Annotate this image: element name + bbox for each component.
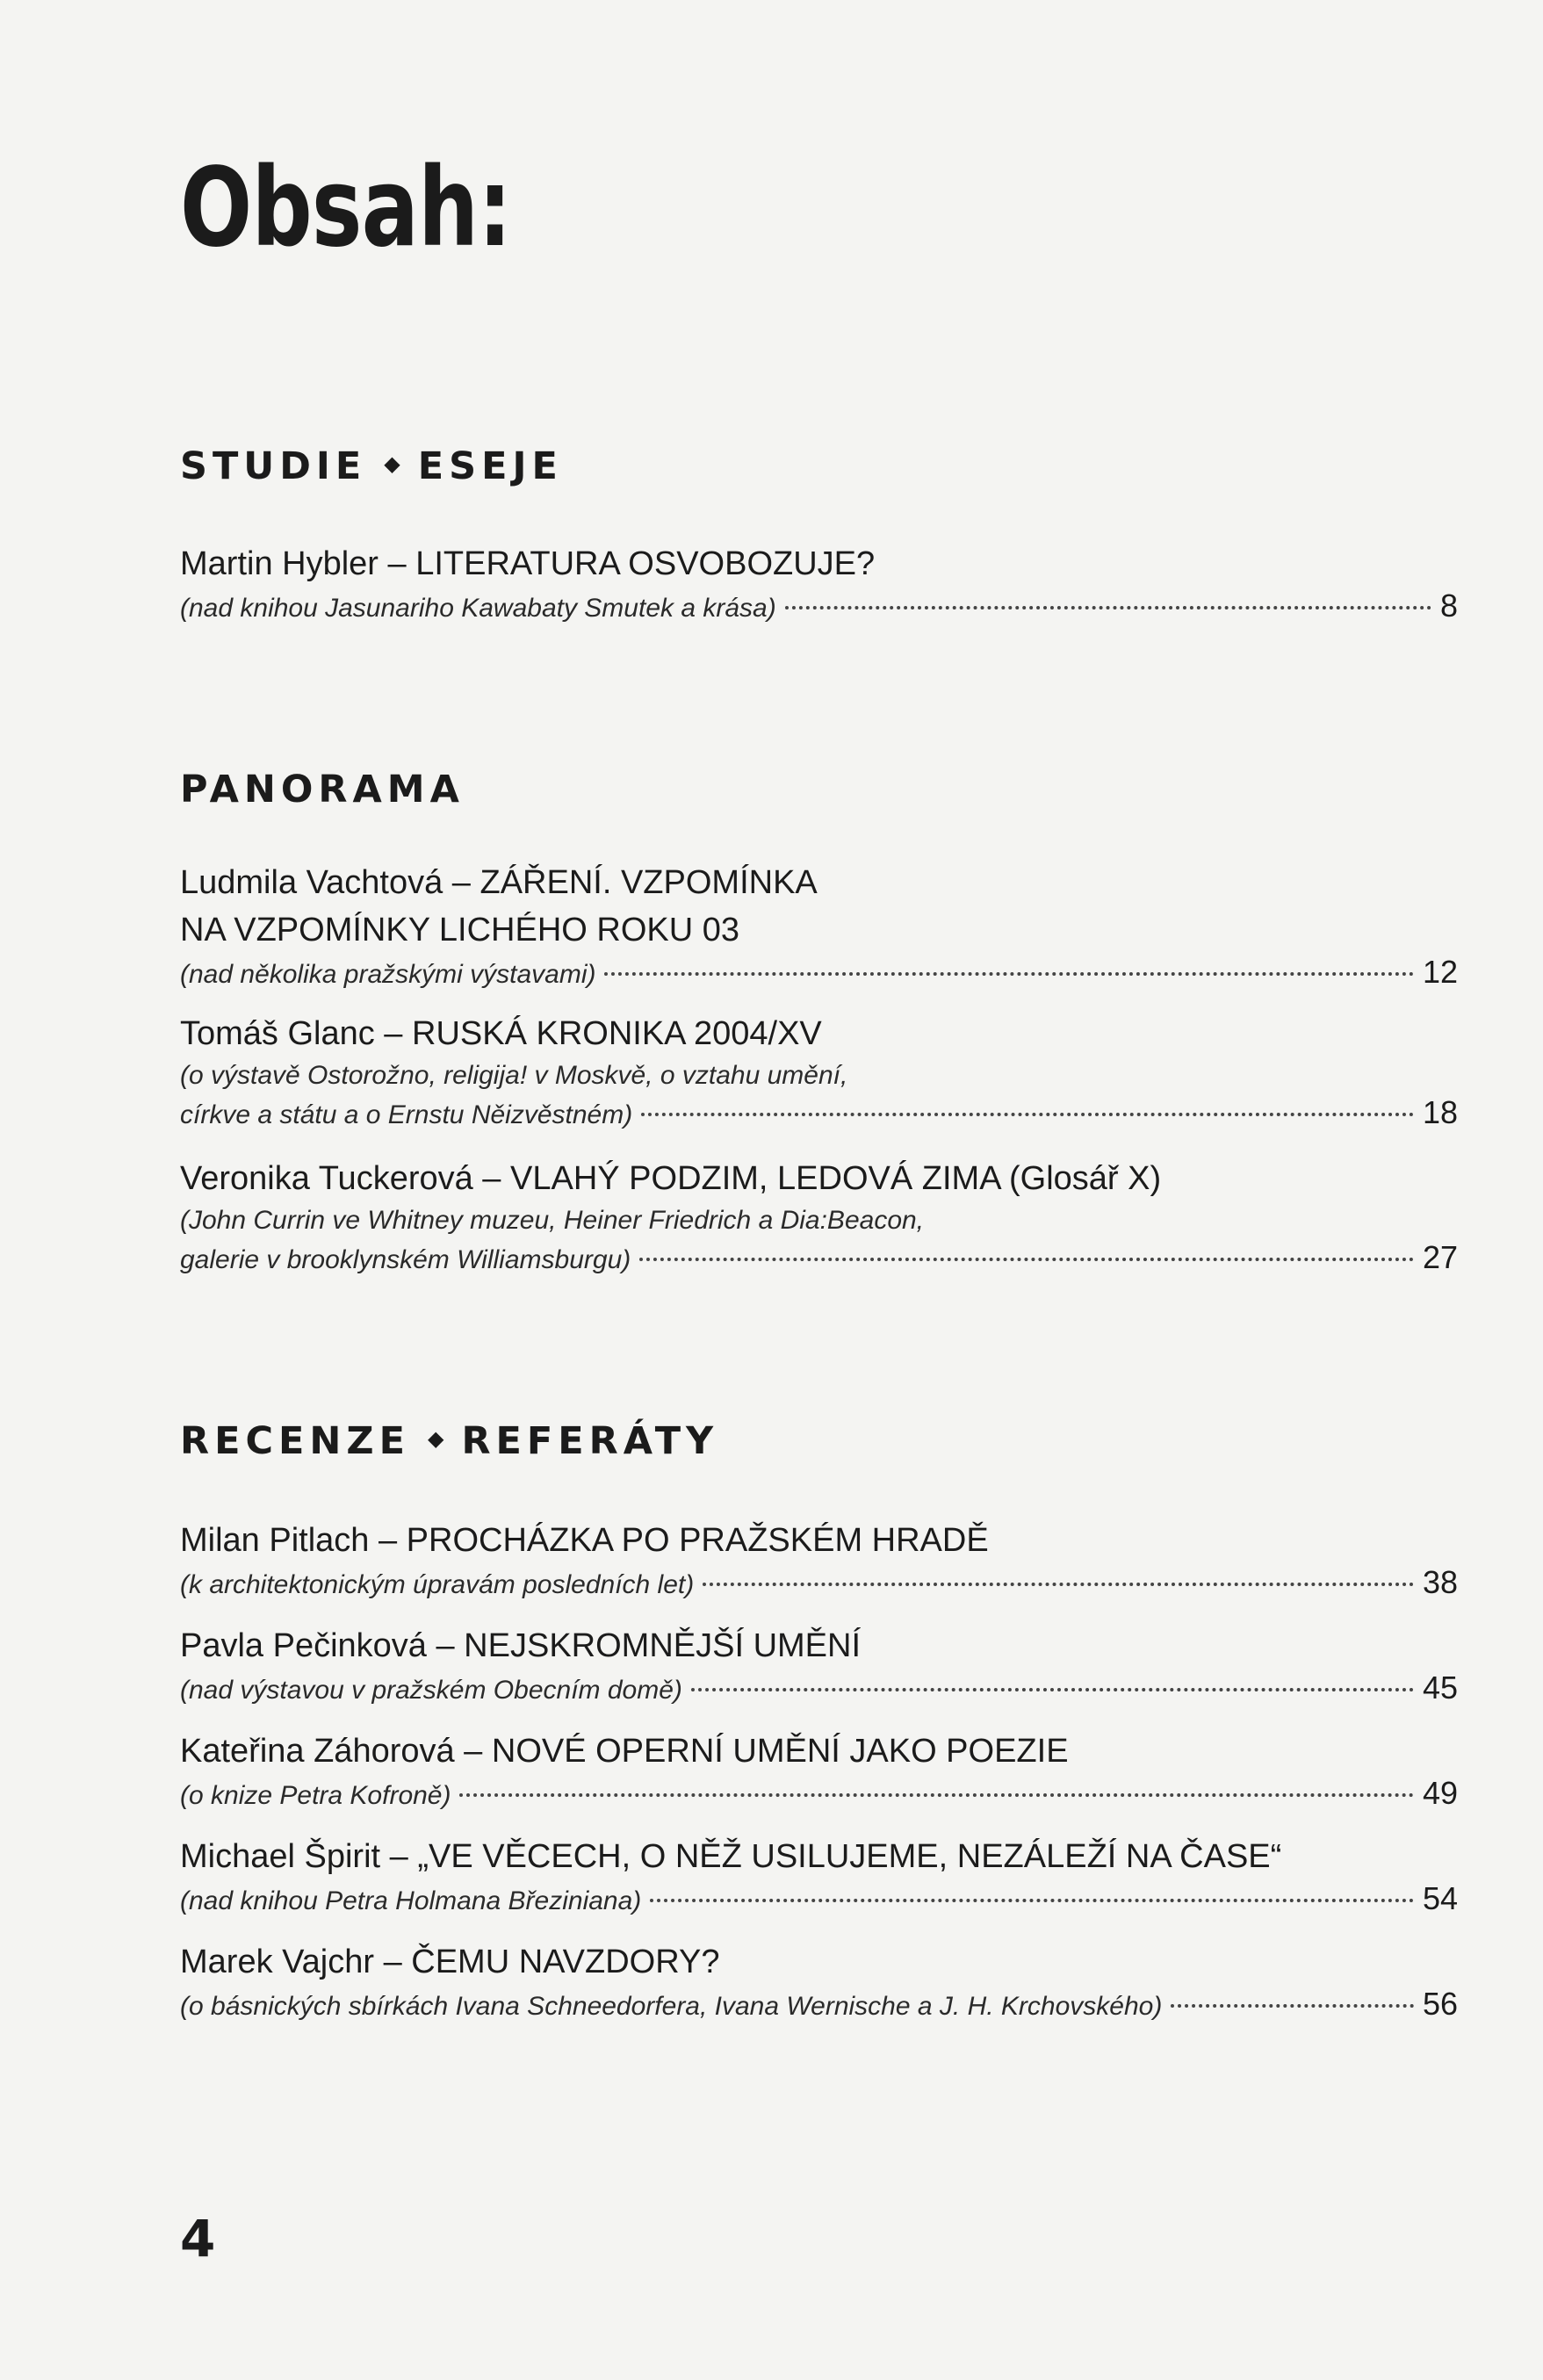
entry-title: Milan Pitlach – PROCHÁZKA PO PRAŽSKÉM HRADĚ — [180, 1522, 989, 1559]
entry-description — [180, 1564, 1458, 1604]
section-heading-recenze-referaty: RECENZE ◆ REFERÁTY — [180, 1419, 719, 1463]
page-number: 54 — [1422, 1880, 1458, 1916]
entry-title: Veronika Tuckerová – VLAHÝ PODZIM, LEDOVÁ ZIMA (Glosář X) — [180, 1160, 1162, 1197]
toc-entry[interactable] — [180, 1155, 1458, 1279]
dot-leader — [459, 1793, 1413, 1797]
section-heading-studie-eseje: STUDIE ◆ ESEJE — [180, 444, 563, 488]
entry-description-line: (k architektonickým úpravám posledních let) — [180, 1570, 695, 1599]
toc-entry[interactable] — [180, 540, 1458, 627]
toc-entry[interactable] — [180, 1938, 1458, 2025]
entry-title: Michael Špirit – „VE VĚCECH, O NĚŽ USILUJEME, NEZÁLEŽÍ NA ČASE“ — [180, 1838, 1282, 1875]
toc-entry[interactable] — [180, 1727, 1458, 1814]
entry-description-line: (nad knihou Petra Holmana Březiniana) — [180, 1886, 642, 1915]
entry-description-line: (John Currin ve Whitney muzeu, Heiner Friedrich a Dia:Beacon, — [180, 1206, 925, 1235]
entry-description — [180, 1202, 1458, 1279]
entry-description — [180, 1880, 1458, 1920]
page-number: 27 — [1422, 1239, 1458, 1275]
toc-entry[interactable] — [180, 1622, 1458, 1709]
entry-description — [180, 1057, 1458, 1134]
section-heading-panorama: PANORAMA — [180, 768, 465, 811]
page-number: 18 — [1422, 1094, 1458, 1130]
toc-entry[interactable] — [180, 1833, 1458, 1920]
entry-title: Marek Vajchr – ČEMU NAVZDORY? — [180, 1944, 720, 1980]
entry-description-line: (nad knihou Jasunariho Kawabaty Smutek a krása) — [180, 594, 776, 623]
entry-description-line: (o výstavě Ostorožno, religija! v Moskvě, o vztahu umění, — [180, 1061, 848, 1090]
diamond-separator-icon: ◆ — [384, 451, 400, 476]
entry-title-line: NA VZPOMÍNKY LICHÉHO ROKU 03 — [180, 912, 740, 948]
dot-leader — [703, 1583, 1414, 1586]
page-number: 56 — [1422, 1986, 1458, 2022]
dot-leader — [641, 1113, 1414, 1116]
dot-leader — [1171, 2004, 1414, 2008]
entry-description-line: (o knize Petra Kofroně) — [180, 1781, 451, 1810]
page-folio-number: 4 — [180, 2209, 216, 2268]
page-number: 8 — [1439, 588, 1458, 624]
entry-description-line: (nad několika pražskými výstavami) — [180, 960, 596, 989]
page-number: 12 — [1422, 954, 1458, 990]
entry-title: Pavla Pečinková – NEJSKROMNĚJŠÍ UMĚNÍ — [180, 1627, 862, 1664]
diamond-separator-icon: ◆ — [427, 1425, 444, 1451]
page-title: Obsah: — [180, 145, 512, 271]
page-number: 38 — [1422, 1564, 1458, 1600]
entry-description — [180, 954, 1458, 993]
entry-title-line: Ludmila Vachtová – ZÁŘENÍ. VZPOMÍNKA — [180, 864, 818, 901]
entry-title: Kateřina Záhorová – NOVÉ OPERNÍ UMĚNÍ JAKO POEZIE — [180, 1733, 1069, 1770]
entry-description-line: církve a státu a o Ernstu Něizvěstném) — [180, 1100, 633, 1129]
dot-leader — [650, 1899, 1414, 1902]
entry-description-line: galerie v brooklynském Williamsburgu) — [180, 1245, 631, 1274]
toc-entry[interactable] — [180, 859, 1458, 993]
dot-leader — [691, 1688, 1414, 1691]
entry-description-line: (nad výstavou v pražském Obecním domě) — [180, 1676, 682, 1705]
entry-description — [180, 1670, 1458, 1709]
dot-leader — [604, 972, 1413, 976]
entry-title: Martin Hybler – LITERATURA OSVOBOZUJE? — [180, 545, 876, 582]
entry-description — [180, 1986, 1458, 2025]
entry-title: Tomáš Glanc – RUSKÁ KRONIKA 2004/XV — [180, 1015, 822, 1052]
entry-description — [180, 588, 1458, 627]
page-number: 49 — [1422, 1775, 1458, 1811]
page-number: 45 — [1422, 1670, 1458, 1706]
dot-leader — [639, 1258, 1414, 1261]
entry-description-line: (o básnických sbírkách Ivana Schneedorfera, Ivana Wernische a J. H. Krchovského) — [180, 1992, 1163, 2021]
entry-description — [180, 1775, 1458, 1814]
dot-leader — [785, 606, 1431, 609]
toc-entry[interactable] — [180, 1010, 1458, 1134]
entry-title — [180, 859, 1458, 954]
toc-entry[interactable] — [180, 1517, 1458, 1604]
